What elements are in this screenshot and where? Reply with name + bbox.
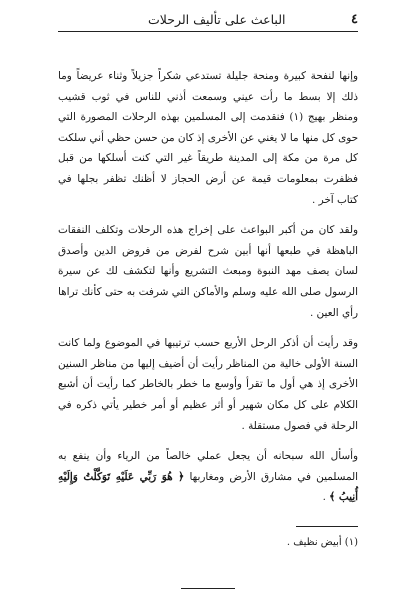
running-title: الباعث على تأليف الرحلات (148, 12, 286, 27)
paragraph-4-text: وأسأل الله سبحانه أن يجعل عملي خالصاً من الرياء وأن ينفع به المسلمين في مشارق الأرض ومغاربها (58, 450, 358, 483)
closing-mark: . (322, 491, 330, 504)
paragraph-2: ولقد كان من أكبر البواعث على إخراج هذه الرحلات وتكلف النفقات الباهظة في طبعها أنها أبين شرح لفرض من فروض الدين وأصدق لسان يصف مهد النبوة ومبعث التشريع وأنها لتكشف لك عن سيرة الرسول صلى الله عليه وسلم والأماكن التي شرفت به حتى كأنك تراها رأي العين . (58, 224, 358, 319)
paragraph-3: وقد رأيت أن أذكر الرحل الأربع حسب ترتيبها في الموضوع ولما كانت السنة الأولى خالية من المناظر رأيت أن أضيف إليها من مناظر السنين الأخرى إذ هي أول ما تقرأ وأوسع ما خطر بالخاطر كما رأيت أن أشبع الكلام على كل مكان شهير أو أثر عظيم أو أمر خطير يأتي ذكره في الرحلة في فصول مستقلة . (58, 337, 358, 432)
page-header (58, 12, 358, 32)
paragraph-1: وإنها لنفحة كبيرة ومنحة جليلة تستدعي شكراً جزيلاً وثناء عريضاً وما ذلك إلا بسط ما رأت عيني وسمعت أذني للناس في ثوب قشيب ومنظر بهيج (١) فنقدمت إلى المسلمين بهذه الرحلات المصورة التي حوى كل منها ما لا يغني عن الأخرى إذ كان من حسن حظي أني سلكت كل مرة من مكة إلى المدينة طريقاً غير التي كنت أسلكها من قبل فظفرت بمعلومات قيمة عن أرض الحجاز لا أظنك تظفر بجلها في كتاب آخر . (58, 70, 358, 206)
footnote-divider (296, 526, 358, 527)
quran-verse: ﴿ هُوَ رَبِّي عَلَيْهِ تَوَكَّلْتُ وَإِلَيْهِ أُنِيبُ ﴾ (58, 470, 358, 504)
page-number: ٤ (351, 12, 358, 27)
end-divider (181, 588, 235, 589)
paragraph-4 (58, 446, 358, 508)
footnote: (١) أبيض نظيف . (286, 536, 358, 548)
book-page (58, 12, 358, 589)
body-text (58, 66, 358, 508)
